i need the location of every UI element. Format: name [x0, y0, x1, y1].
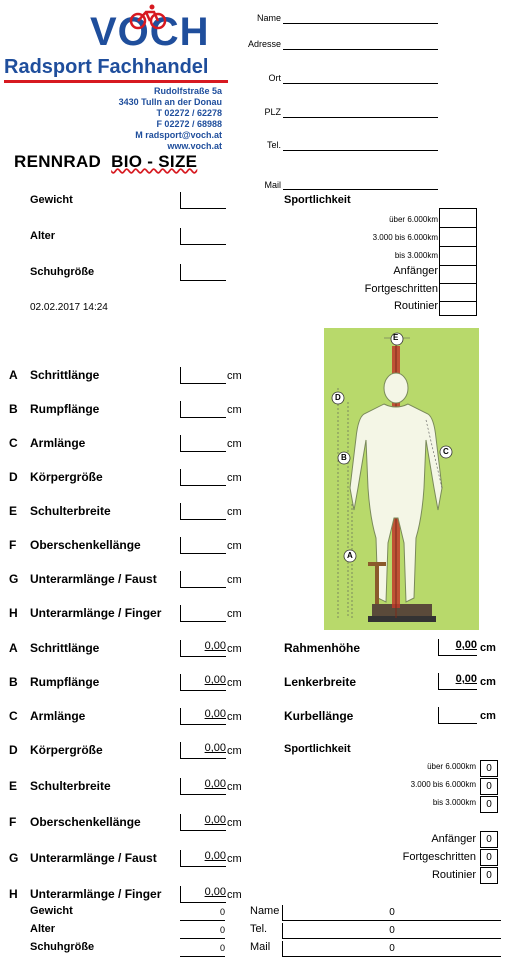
figure-label-c: C [443, 447, 449, 456]
contact-address-field[interactable] [283, 35, 438, 50]
result-letter: B [9, 675, 18, 689]
measure-input-field[interactable] [180, 537, 226, 554]
result-value: 0,00 [180, 742, 226, 759]
contact-address-label: Adresse [247, 39, 281, 49]
result-unit: cm [227, 711, 242, 723]
result-unit: cm [227, 853, 242, 865]
figure-label-e: E [393, 333, 399, 342]
measure-letter: G [9, 572, 19, 586]
contact-tel-field[interactable] [283, 136, 438, 151]
address-fax: F 02272 / 68988 [156, 119, 222, 129]
frame-height-value: 0,00 [438, 639, 477, 656]
frame-height-unit: cm [480, 642, 496, 654]
result-value: 0,00 [180, 814, 226, 831]
measure-label: Körpergröße [30, 470, 103, 484]
result-sport-heading: Sportlichkeit [284, 743, 351, 755]
result-label: Armlänge [30, 709, 86, 723]
measure-input-field[interactable] [180, 503, 226, 520]
address-mail: M radsport@voch.at [135, 130, 222, 140]
measure-input-field[interactable] [180, 367, 226, 384]
figure-label-a: A [347, 551, 353, 560]
measure-letter: E [9, 504, 18, 518]
skill-1-label: Anfänger [393, 265, 438, 277]
measure-unit: cm [227, 608, 242, 620]
result-sport-level-value: 0 [480, 760, 498, 777]
result-letter: A [9, 641, 18, 655]
handlebar-width-label: Lenkerbreite [284, 675, 357, 689]
summary-contact-label: Mail [250, 941, 271, 953]
result-value: 0,00 [180, 674, 226, 691]
address-city: 3430 Tulln an der Donau [118, 97, 222, 107]
result-letter: C [9, 709, 18, 723]
measure-letter: D [9, 470, 18, 484]
result-skill-label: Anfänger [431, 833, 476, 845]
measure-input-field[interactable] [180, 469, 226, 486]
measure-unit: cm [227, 438, 242, 450]
result-unit: cm [227, 745, 242, 757]
contact-zip-field[interactable] [283, 103, 438, 118]
skill-3-label: Routinier [393, 300, 438, 312]
contact-city-label: Ort [268, 73, 281, 83]
figure-label-b: B [341, 453, 347, 462]
result-value: 0,00 [180, 708, 226, 725]
page-title [14, 152, 197, 172]
contact-name-label: Name [256, 13, 281, 23]
measure-label: Rumpflänge [30, 402, 100, 416]
summary-label: Schuhgröße [30, 941, 95, 953]
result-label: Rumpflänge [30, 675, 100, 689]
contact-zip-label: PLZ [264, 107, 281, 117]
shoe-size-label: Schuhgröße [30, 266, 95, 278]
result-value: 0,00 [180, 850, 226, 867]
measure-input-field[interactable] [180, 605, 226, 622]
age-field[interactable] [180, 228, 226, 245]
result-skill-value: 0 [480, 867, 498, 884]
handlebar-width-value: 0,00 [438, 673, 477, 690]
measure-unit: cm [227, 506, 242, 518]
sport-level-1-box[interactable] [440, 209, 476, 228]
result-skill-label: Routinier [431, 869, 476, 881]
sport-heading: Sportlichkeit [284, 194, 351, 206]
result-unit: cm [227, 677, 242, 689]
skill-2-label: Fortgeschritten [364, 283, 438, 295]
result-label: Unterarmlänge / Finger [30, 887, 162, 901]
result-sport-level-value: 0 [480, 796, 498, 813]
weight-field[interactable] [180, 192, 226, 209]
result-skill-label: Fortgeschritten [402, 851, 476, 863]
sport-checkbox-grid [439, 208, 477, 316]
logo-underline [4, 80, 228, 83]
result-sport-level-value: 0 [480, 778, 498, 795]
measure-label: Schrittlänge [30, 368, 100, 382]
measure-letter: C [9, 436, 18, 450]
measure-unit: cm [227, 370, 242, 382]
skill-2-box[interactable] [440, 284, 476, 302]
measure-unit: cm [227, 574, 242, 586]
result-label: Körpergröße [30, 743, 103, 757]
logo-cyclist-icon [128, 4, 168, 30]
contact-tel-label: Tel. [266, 140, 281, 150]
result-sport-level-label: über 6.000km [427, 762, 476, 771]
result-unit: cm [227, 817, 242, 829]
result-skill-value: 0 [480, 849, 498, 866]
measure-letter: H [9, 606, 18, 620]
weight-label: Gewicht [30, 194, 73, 206]
crank-length-label: Kurbellänge [284, 709, 354, 723]
contact-mail-field[interactable] [283, 175, 438, 190]
logo-tagline: Radsport Fachhandel [4, 56, 209, 78]
title-main: RENNRAD [14, 152, 102, 171]
measure-letter: A [9, 368, 18, 382]
figure-label-d: D [335, 393, 341, 402]
logo-wordmark: VOCH [90, 10, 210, 54]
crank-length-unit: cm [480, 710, 496, 722]
summary-value: 0 [180, 905, 225, 921]
summary-contact-value: 0 [282, 941, 501, 957]
result-unit: cm [227, 643, 242, 655]
contact-name-field[interactable] [283, 9, 438, 24]
handlebar-width-unit: cm [480, 676, 496, 688]
crank-length-field[interactable] [438, 707, 477, 724]
sport-level-2-box[interactable] [440, 228, 476, 247]
address-street: Rudolfstraße 5a [153, 86, 222, 96]
summary-contact-label: Tel. [250, 923, 268, 935]
sport-level-1-label: über 6.000km [389, 215, 438, 224]
result-sport-level-label: bis 3.000km [432, 798, 476, 807]
result-letter: F [9, 815, 17, 829]
result-value: 0,00 [180, 640, 226, 657]
measure-label: Schulterbreite [30, 504, 111, 518]
measure-letter: B [9, 402, 18, 416]
summary-value: 0 [180, 923, 225, 939]
timestamp: 02.02.2017 14:24 [30, 302, 108, 313]
result-unit: cm [227, 781, 242, 793]
result-label: Oberschenkellänge [30, 815, 141, 829]
summary-contact-value: 0 [282, 923, 501, 939]
measure-unit: cm [227, 472, 242, 484]
result-skill-value: 0 [480, 831, 498, 848]
frame-height-label: Rahmenhöhe [284, 641, 361, 655]
age-label: Alter [30, 230, 56, 242]
result-label: Unterarmlänge / Faust [30, 851, 157, 865]
result-label: Schrittlänge [30, 641, 100, 655]
summary-label: Alter [30, 923, 56, 935]
measure-input-field[interactable] [180, 435, 226, 452]
summary-value: 0 [180, 941, 225, 957]
measure-input-field[interactable] [180, 571, 226, 588]
measure-label: Oberschenkellänge [30, 538, 141, 552]
result-value: 0,00 [180, 886, 226, 903]
measure-unit: cm [227, 404, 242, 416]
measure-label: Armlänge [30, 436, 86, 450]
result-letter: D [9, 743, 18, 757]
measure-unit: cm [227, 540, 242, 552]
shoe-size-field[interactable] [180, 264, 226, 281]
result-label: Schulterbreite [30, 779, 111, 793]
measure-label: Unterarmlänge / Finger [30, 606, 162, 620]
contact-mail-label: Mail [264, 180, 281, 190]
measure-label: Unterarmlänge / Faust [30, 572, 157, 586]
skill-3-box[interactable] [440, 302, 476, 318]
summary-contact-label: Name [250, 905, 280, 917]
summary-contact-value: 0 [282, 905, 501, 921]
sport-level-3-box[interactable] [440, 247, 476, 266]
measure-letter: F [9, 538, 17, 552]
measure-input-field[interactable] [180, 401, 226, 418]
title-sub: BIO - SIZE [111, 152, 198, 171]
contact-city-field[interactable] [283, 69, 438, 84]
summary-label: Gewicht [30, 905, 73, 917]
sport-level-2-label: 3.000 bis 6.000km [372, 233, 438, 242]
result-letter: E [9, 779, 18, 793]
address-phone: T 02272 / 62278 [156, 108, 222, 118]
skill-1-box[interactable] [440, 266, 476, 284]
sport-level-3-label: bis 3.000km [394, 251, 438, 260]
body-measurement-figure [324, 328, 479, 630]
result-letter: G [9, 851, 19, 865]
address-web: www.voch.at [167, 141, 222, 151]
result-unit: cm [227, 889, 242, 901]
result-value: 0,00 [180, 778, 226, 795]
result-sport-level-label: 3.000 bis 6.000km [410, 780, 476, 789]
result-letter: H [9, 887, 18, 901]
